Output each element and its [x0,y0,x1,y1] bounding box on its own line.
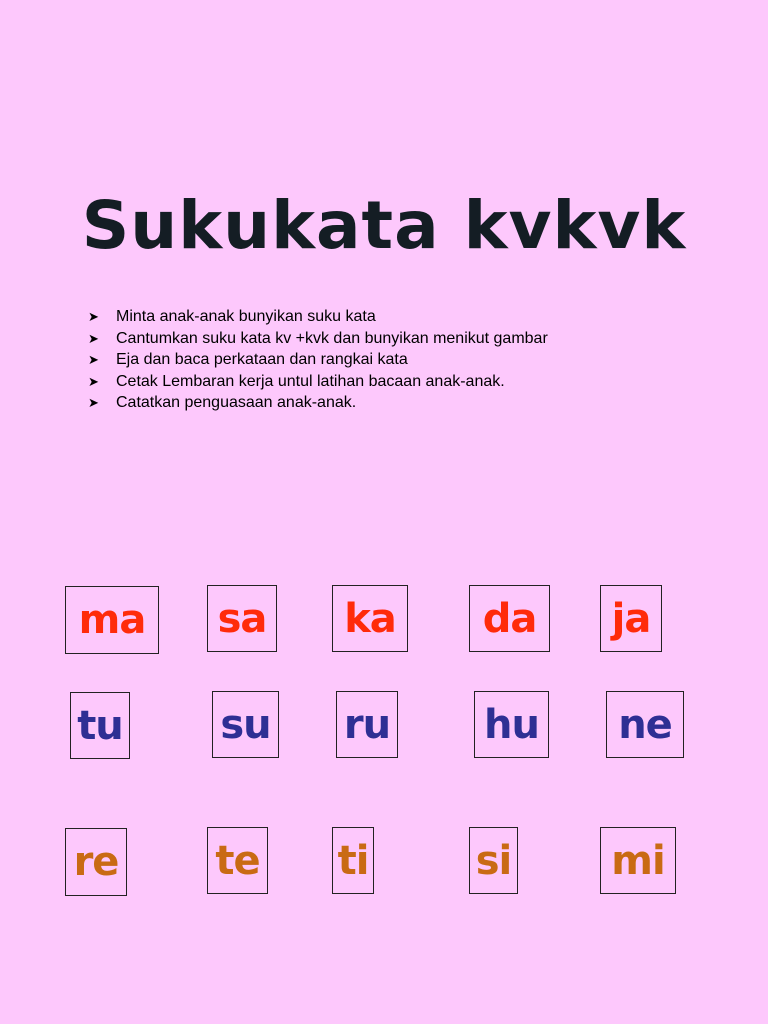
arrow-bullet-icon: ➤ [88,330,99,346]
syllable-card-ka: ka [332,585,408,652]
syllable-card-ru: ru [336,691,398,758]
instruction-text: Eja dan baca perkataan dan rangkai kata [116,351,408,368]
arrow-bullet-icon: ➤ [88,395,99,410]
syllable-card-ja: ja [600,585,662,652]
syllable-card-tu: tu [70,692,130,759]
syllable-card-sa: sa [207,585,277,652]
syllable-card-su: su [212,691,279,758]
syllable-card-da: da [469,585,550,652]
instruction-text: Cantumkan suku kata kv +kvk dan bunyikan menikut gambar [116,329,548,347]
instruction-item [88,392,548,414]
instruction-text: Catatkan penguasaan anak-anak. [116,394,357,411]
syllable-card-hu: hu [474,691,549,758]
syllable-card-ti: ti [332,827,374,894]
page-title: Sukukata kvkvk [81,187,687,264]
arrow-bullet-icon: ➤ [88,373,99,389]
syllable-card-ma: ma [65,586,159,654]
instruction-text: Minta anak-anak bunyikan suku kata [116,308,376,325]
instruction-item [88,306,548,328]
instruction-item [88,349,548,371]
syllable-card-mi: mi [600,827,676,894]
instruction-list [88,306,548,414]
arrow-bullet-icon: ➤ [88,352,99,367]
syllable-card-si: si [469,827,518,894]
syllable-card-te: te [207,827,268,894]
instruction-text: Cetak Lembaran kerja untul latihan bacaan anak-anak. [116,372,505,390]
syllable-card-ne: ne [606,691,684,758]
instruction-item [88,371,548,393]
instruction-item [88,328,548,350]
syllable-card-re: re [65,828,127,896]
arrow-bullet-icon: ➤ [88,309,99,324]
